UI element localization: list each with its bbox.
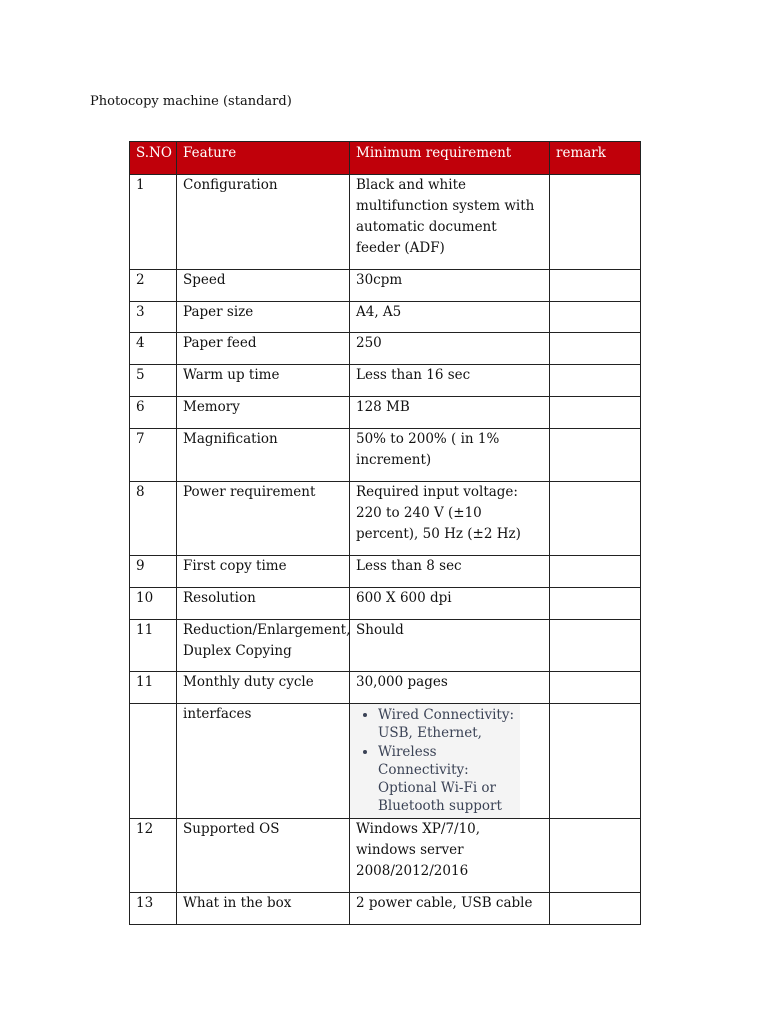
- cell-feature: interfaces: [177, 704, 350, 819]
- table-row: [130, 672, 641, 704]
- cell-feature: Resolution: [177, 588, 350, 620]
- cell-feature: Power requirement: [177, 482, 350, 556]
- cell-requirement: Less than 16 sec: [350, 365, 550, 397]
- cell-requirement: 128 MB: [350, 397, 550, 429]
- cell-sno: 10: [130, 588, 177, 620]
- cell-remark: [550, 482, 641, 556]
- table-row: [130, 302, 641, 333]
- table-row: [130, 333, 641, 365]
- table-row: [130, 365, 641, 397]
- table-row: [130, 270, 641, 302]
- header-feature: Feature: [177, 142, 350, 175]
- cell-remark: [550, 588, 641, 620]
- cell-remark: [550, 333, 641, 365]
- cell-remark: [550, 175, 641, 270]
- cell-feature: Paper feed: [177, 333, 350, 365]
- cell-requirement: 2 power cable, USB cable: [350, 892, 550, 924]
- cell-remark: [550, 365, 641, 397]
- table-row: [130, 892, 641, 924]
- header-sno: S.NO: [130, 142, 177, 175]
- cell-sno: 2: [130, 270, 177, 302]
- cell-remark: [550, 302, 641, 333]
- table-row: [130, 704, 641, 819]
- table-row: [130, 482, 641, 556]
- cell-requirement: Windows XP/7/10, windows server 2008/2012/2016: [350, 818, 550, 892]
- cell-remark: [550, 704, 641, 819]
- table-row: [130, 620, 641, 672]
- list-item: • Wireless Connectivity: Optional Wi-Fi or Bluetooth support: [378, 743, 516, 816]
- interfaces-list: [350, 704, 520, 818]
- cell-sno: 9: [130, 556, 177, 588]
- cell-feature: Memory: [177, 397, 350, 429]
- cell-feature: Warm up time: [177, 365, 350, 397]
- header-remark: remark: [550, 142, 641, 175]
- cell-sno: 7: [130, 429, 177, 482]
- cell-requirement: [350, 704, 550, 819]
- cell-sno: 3: [130, 302, 177, 333]
- cell-sno: 6: [130, 397, 177, 429]
- cell-requirement: Less than 8 sec: [350, 556, 550, 588]
- cell-sno: 13: [130, 892, 177, 924]
- cell-feature: First copy time: [177, 556, 350, 588]
- cell-feature: Reduction/Enlargement, Duplex Copying: [177, 620, 350, 672]
- cell-feature: Configuration: [177, 175, 350, 270]
- cell-feature: What in the box: [177, 892, 350, 924]
- table-row: [130, 556, 641, 588]
- cell-sno: 8: [130, 482, 177, 556]
- cell-requirement: 50% to 200% ( in 1% increment): [350, 429, 550, 482]
- cell-remark: [550, 429, 641, 482]
- table-row: [130, 818, 641, 892]
- cell-requirement: Required input voltage: 220 to 240 V (±10 percent), 50 Hz (±2 Hz): [350, 482, 550, 556]
- cell-sno: 4: [130, 333, 177, 365]
- cell-sno: 12: [130, 818, 177, 892]
- cell-remark: [550, 672, 641, 704]
- cell-requirement: 30,000 pages: [350, 672, 550, 704]
- list-item: • Wired Connectivity: USB, Ethernet,: [378, 706, 516, 743]
- table-row: [130, 175, 641, 270]
- cell-remark: [550, 818, 641, 892]
- cell-requirement: 250: [350, 333, 550, 365]
- document-title: Photocopy machine (standard): [90, 94, 292, 109]
- cell-feature: Paper size: [177, 302, 350, 333]
- cell-feature: Magnification: [177, 429, 350, 482]
- cell-requirement: 30cpm: [350, 270, 550, 302]
- cell-remark: [550, 892, 641, 924]
- cell-remark: [550, 270, 641, 302]
- cell-feature: Speed: [177, 270, 350, 302]
- cell-requirement: Black and white multifunction system with automatic document feeder (ADF): [350, 175, 550, 270]
- table-row: [130, 397, 641, 429]
- cell-remark: [550, 620, 641, 672]
- header-requirement: Minimum requirement: [350, 142, 550, 175]
- cell-sno: 11: [130, 672, 177, 704]
- cell-sno: 5: [130, 365, 177, 397]
- cell-feature: Supported OS: [177, 818, 350, 892]
- cell-sno: [130, 704, 177, 819]
- cell-sno: 11: [130, 620, 177, 672]
- cell-requirement: Should: [350, 620, 550, 672]
- cell-remark: [550, 397, 641, 429]
- cell-remark: [550, 556, 641, 588]
- table-row: [130, 429, 641, 482]
- table-row: [130, 588, 641, 620]
- cell-requirement: A4, A5: [350, 302, 550, 333]
- table-header-row: [130, 142, 641, 175]
- cell-sno: 1: [130, 175, 177, 270]
- cell-requirement: 600 X 600 dpi: [350, 588, 550, 620]
- spec-table: [129, 141, 641, 925]
- cell-feature: Monthly duty cycle: [177, 672, 350, 704]
